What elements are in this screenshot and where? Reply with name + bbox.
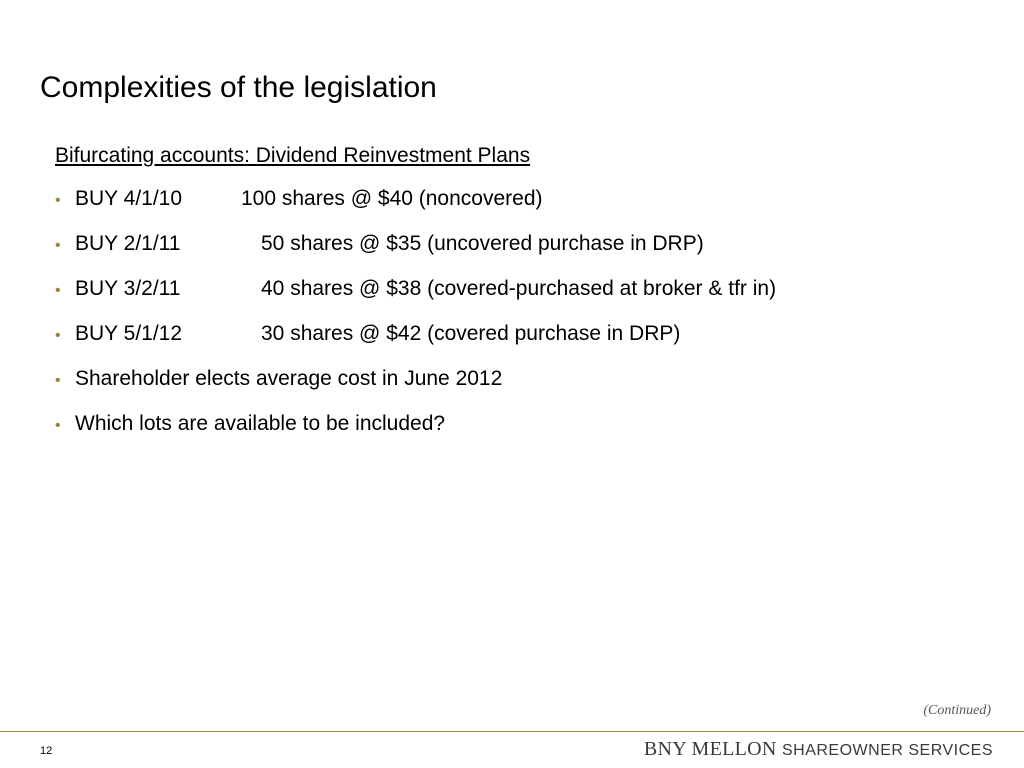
bullet-item	[55, 364, 776, 409]
lot-date: BUY 3/2/11	[75, 277, 181, 300]
bullet-item	[55, 184, 776, 229]
brand-name: BNY MELLON	[643, 738, 777, 760]
lot-detail: 50 shares @ $35 (uncovered purchase in DRP)	[261, 232, 704, 255]
brand-logo	[644, 738, 993, 761]
bullet-item	[55, 319, 776, 364]
bullet-item	[55, 409, 776, 454]
bullet-icon: •	[55, 327, 61, 344]
bullet-list	[55, 184, 776, 454]
slide-title: Complexities of the legislation	[40, 71, 437, 104]
bullet-item	[55, 274, 776, 319]
lot-date: BUY 4/1/10	[75, 187, 183, 210]
footer-divider	[0, 731, 1024, 732]
bullet-icon: •	[55, 237, 61, 254]
bullet-text: Which lots are available to be included?	[75, 412, 446, 435]
bullet-text: Shareholder elects average cost in June 2012	[75, 367, 503, 390]
page-number: 12	[40, 745, 53, 757]
brand-service: SHAREOWNER SERVICES	[781, 742, 993, 759]
lot-date: BUY 2/1/11	[75, 232, 181, 255]
lot-detail: 30 shares @ $42 (covered purchase in DRP)	[261, 322, 681, 345]
section-subtitle: Bifurcating accounts: Dividend Reinvestment Plans	[55, 144, 531, 167]
bullet-item	[55, 229, 776, 274]
bullet-icon: •	[55, 282, 61, 299]
lot-detail: 100 shares @ $40 (noncovered)	[241, 187, 543, 210]
bullet-icon: •	[55, 192, 61, 209]
bullet-icon: •	[55, 417, 61, 434]
lot-detail: 40 shares @ $38 (covered-purchased at broker & tfr in)	[261, 277, 777, 300]
continued-note: (Continued)	[923, 703, 991, 718]
bullet-icon: •	[55, 372, 61, 389]
lot-date: BUY 5/1/12	[75, 322, 183, 345]
